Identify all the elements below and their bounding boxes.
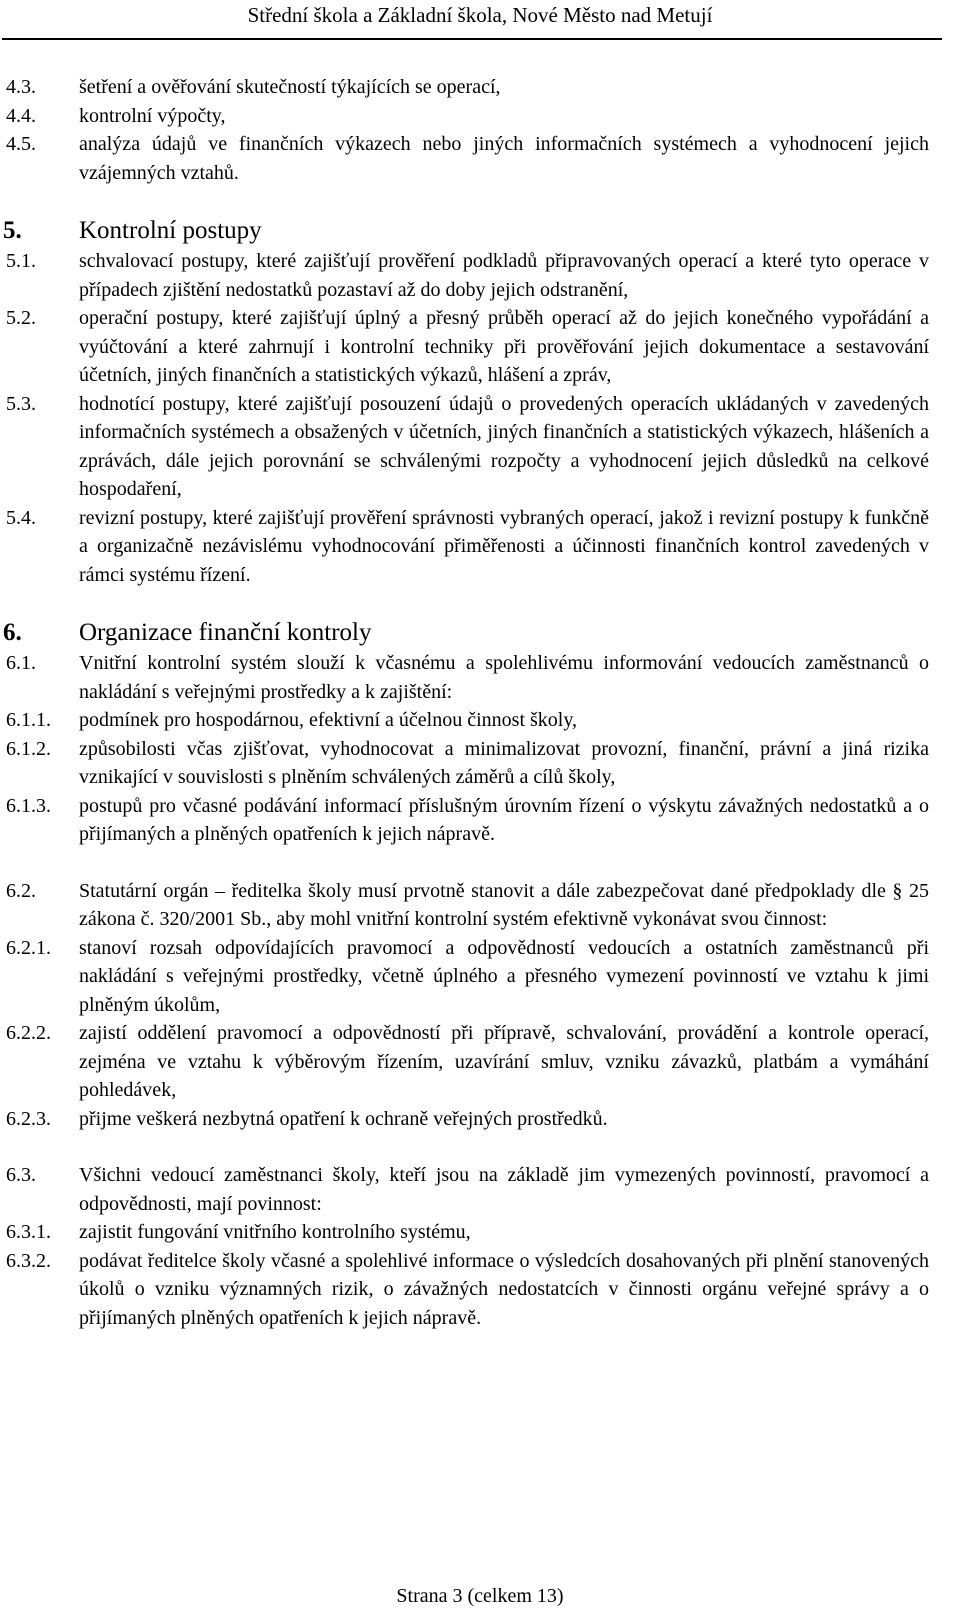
item-number: 6.2. [6, 879, 36, 902]
item-text: podávat ředitelce školy včasné a spolehlivé informace o výsledcích dosahovaných při plnění stanovených úkolů o vzniku významných rizik, o závažných nedostatcích v činnosti orgánu veřejné správy a o přijímaných plněných opatřeních k jejich nápravě. [79, 1249, 929, 1329]
item-number: 6.2.2. [6, 1022, 51, 1044]
item-text: schvalovací postupy, které zajišťují prověření podkladů připravovaných operací a které tyto operace v případech zjištění nedostatků pozastaví až do doby jejich odstranění, [79, 250, 929, 301]
item-text: analýza údajů ve finančních výkazech nebo jiných informačních systémech a vyhodnocení jejich vzájemných vztahů. [79, 133, 929, 184]
item-text: přijme veškerá nezbytná opatření k ochraně veřejných prostředků. [79, 1107, 608, 1130]
page-header: Střední škola a Základní škola, Nové Město nad Metují [247, 3, 713, 27]
list-item [0, 1247, 960, 1333]
item-text: Všichni vedoucí zaměstnanci školy, kteří jsou na základě jim vymezených povinností, pravomocí a odpovědnosti, mají povinnost: [79, 1164, 929, 1215]
list-item [0, 1019, 960, 1105]
spacer [0, 1133, 960, 1161]
item-text: stanoví rozsah odpovídajících pravomocí a odpovědností vedoucích a ostatních zaměstnanců při nakládání s veřejnými prostředky, včetně úplného a přesného vymezení povinností ve vztahu k jimi plněným úkolům, [79, 936, 929, 1016]
list-item [0, 706, 960, 735]
item-number: 5.4. [6, 506, 36, 529]
list-item [0, 390, 960, 504]
item-text: postupů pro včasné podávání informací příslušným úrovním řízení o výskytu závažných nedostatků a o přijímaných a plněných opatřeních k jejich nápravě. [79, 794, 929, 845]
list-item [0, 877, 960, 934]
list-item [0, 247, 960, 304]
list-item [0, 504, 960, 590]
item-number: 6.1. [6, 652, 36, 674]
item-text: kontrolní výpočty, [79, 104, 226, 127]
item-text: šetření a ověřování skutečností týkajících se operací, [79, 76, 501, 98]
item-number: 4.5. [6, 133, 36, 155]
page-footer: Strana 3 (celkem 13) [396, 1585, 564, 1607]
item-number: 6.3.1. [6, 1221, 51, 1243]
item-text: podmínek pro hospodárnou, efektivní a účelnou činnost školy, [79, 709, 578, 731]
section-number: 6. [3, 619, 22, 646]
list-item [0, 792, 960, 849]
item-number: 6.3. [6, 1164, 36, 1186]
item-text: revizní postupy, které zajišťují prověření správnosti vybraných operací, jakož i revizní postupy k funkčně a organizačně nezávislému vyhodnocování přiměřenosti a účinnosti finančních kontrol zavedených v rámci systému řízení. [79, 506, 929, 586]
item-text: způsobilosti včas zjišťovat, vyhodnocovat a minimalizovat provozní, finanční, právní a jiná rizika vznikající v souvislosti s plněním schválených záměrů a cílů školy, [79, 737, 929, 788]
item-text: Vnitřní kontrolní systém slouží k včasnému a spolehlivému informování vedoucích zaměstnanců o nakládání s veřejnými prostředky a k zajištění: [79, 652, 929, 703]
spacer [0, 187, 960, 215]
list-item [0, 130, 960, 187]
document-body [0, 73, 960, 1332]
item-text: zajistí oddělení pravomocí a odpovědností při přípravě, schvalování, provádění a kontrole operací, zejména ve vztahu k výběrovým řízením, uzavírání smluv, vzniku závazků, platbám a vymáhání pohledávek, [79, 1022, 929, 1101]
item-number: 5.1. [6, 250, 36, 272]
section-number: 5. [3, 217, 22, 244]
item-number: 4.3. [6, 76, 36, 98]
item-text: hodnotící postupy, které zajišťují posouzení údajů o provedených operacích ukládaných v zavedených informačních systémech a obsažených v účetních, jiných finančních a statistických výkazech, hlášeních a zprávách, dále jejich porovnání se schválenými rozpočty a vyhodnocení jejich důsledků na celkové hospodaření, [79, 392, 929, 500]
list-item [0, 649, 960, 706]
list-item [0, 1218, 960, 1247]
item-number: 6.2.1. [6, 936, 51, 959]
section-title: Kontrolní postupy [79, 217, 262, 244]
section-heading [0, 617, 960, 649]
item-number: 6.1.1. [6, 709, 51, 731]
spacer [0, 589, 960, 617]
item-text: zajistit fungování vnitřního kontrolního systému, [79, 1221, 471, 1243]
spacer [0, 849, 960, 877]
item-number: 6.1.3. [6, 794, 51, 817]
header-rule [2, 38, 942, 40]
item-number: 6.3.2. [6, 1249, 51, 1272]
list-item [0, 735, 960, 792]
item-text: Statutární orgán – ředitelka školy musí prvotně stanovit a dále zabezpečovat dané předpoklady dle § 25 zákona č. 320/2001 Sb., aby mohl vnitřní kontrolní systém efektivně vykonávat svou činnost: [79, 879, 929, 930]
item-number: 4.4. [6, 104, 36, 127]
item-number: 6.2.3. [6, 1107, 51, 1130]
list-item [0, 1105, 960, 1134]
list-item [0, 102, 960, 131]
list-item [0, 1161, 960, 1218]
list-item [0, 73, 960, 102]
item-number: 5.2. [6, 307, 36, 329]
section-heading [0, 215, 960, 247]
list-item [0, 934, 960, 1020]
list-item [0, 304, 960, 390]
item-number: 6.1.2. [6, 737, 51, 760]
item-text: operační postupy, které zajišťují úplný a přesný průběh operací až do jejich konečného vypořádání a vyúčtování a které zahrnují i kontrolní techniky při prověřování jejich dokumentace a sestavování účetních, jiných finančních a statistických výkazů, hlášení a zpráv, [79, 307, 929, 386]
item-number: 5.3. [6, 392, 36, 415]
section-title: Organizace finanční kontroly [79, 619, 372, 646]
